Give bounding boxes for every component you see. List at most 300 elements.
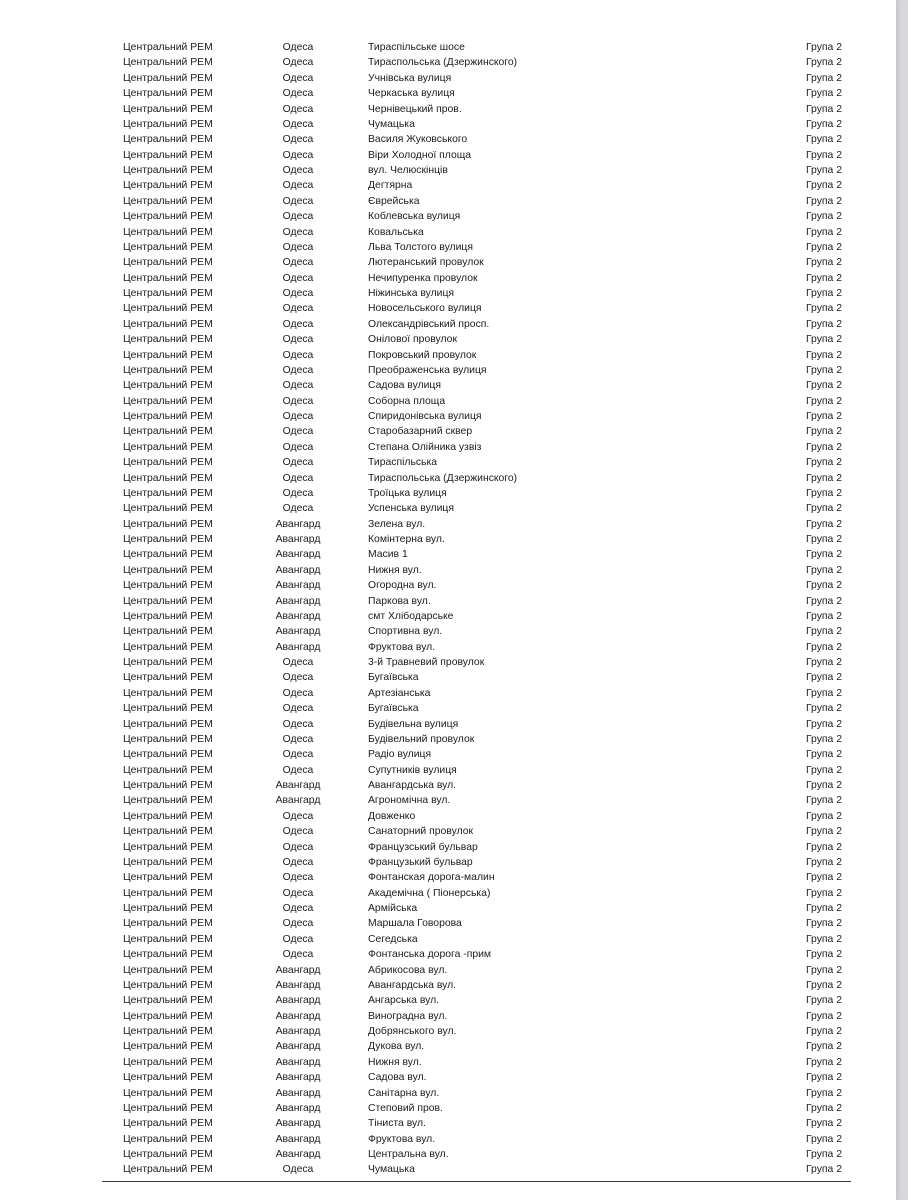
table-row	[0, 932, 896, 947]
group-cell: Група 2	[806, 703, 842, 715]
city-cell: Одеса	[282, 241, 314, 253]
group-cell: Група 2	[806, 426, 842, 438]
city-cell: Одеса	[282, 103, 314, 115]
rem-cell: Центральний РЕМ	[123, 380, 213, 392]
street-cell: Тираспольська (Дзержинского)	[368, 57, 518, 69]
rem-cell: Центральний РЕМ	[123, 288, 213, 299]
city-cell: Авангард	[275, 1102, 321, 1114]
rem-cell: Центральний РЕМ	[123, 1118, 213, 1130]
street-cell: Онілової провулок	[368, 334, 457, 346]
rem-cell: Центральний РЕМ	[123, 749, 213, 761]
city-cell: Одеса	[282, 334, 314, 346]
street-cell: Будівельний провулок	[368, 733, 475, 745]
table-row	[0, 594, 896, 609]
group-cell: Група 2	[806, 534, 842, 545]
city-cell: Одеса	[282, 42, 314, 53]
rem-cell: Центральний РЕМ	[123, 718, 213, 730]
street-cell: Дегтярна	[368, 180, 413, 192]
city-cell: Одеса	[282, 949, 314, 961]
group-cell: Група 2	[806, 518, 842, 530]
table-row	[0, 301, 896, 316]
table-row	[0, 670, 896, 685]
rem-cell: Центральний РЕМ	[123, 872, 213, 884]
table-row	[0, 348, 896, 363]
group-cell: Група 2	[806, 411, 842, 422]
rem-cell: Центральний РЕМ	[123, 318, 213, 330]
table-row	[0, 870, 896, 885]
city-cell: Одеса	[282, 933, 314, 945]
rem-cell: Центральний РЕМ	[123, 964, 213, 976]
city-cell: Авангард	[275, 964, 321, 976]
table-row	[0, 624, 896, 639]
rem-cell: Центральний РЕМ	[123, 426, 213, 438]
street-cell: Радіо вулиця	[368, 749, 432, 761]
city-cell: Одеса	[282, 195, 314, 207]
city-cell: Авангард	[275, 1133, 321, 1145]
city-cell: Авангард	[275, 795, 321, 807]
street-cell: Віри Холодної площа	[368, 149, 472, 161]
table-row	[0, 1147, 896, 1162]
table-row	[0, 1132, 896, 1147]
city-cell: Одеса	[282, 149, 314, 161]
table-row	[0, 901, 896, 916]
table-bottom-border	[102, 1181, 851, 1182]
rem-cell: Центральний РЕМ	[123, 1087, 213, 1099]
rem-cell: Центральний РЕМ	[123, 826, 213, 838]
table-row	[0, 148, 896, 163]
group-cell: Група 2	[806, 226, 842, 238]
group-cell: Група 2	[806, 641, 842, 653]
street-cell: Чернівецький пров.	[368, 103, 462, 115]
city-cell: Авангард	[275, 518, 321, 530]
city-cell: Одеса	[282, 503, 314, 515]
table-row	[0, 471, 896, 486]
rem-cell: Центральний РЕМ	[123, 272, 213, 284]
street-cell: Новосельського вулиця	[368, 303, 482, 315]
group-cell: Група 2	[806, 395, 842, 407]
group-cell: Група 2	[806, 1072, 842, 1084]
street-cell: Авангардська вул.	[368, 979, 457, 991]
group-cell: Група 2	[806, 1133, 842, 1145]
table-row	[0, 686, 896, 701]
city-cell: Одеса	[282, 211, 314, 223]
city-cell: Одеса	[282, 57, 314, 69]
city-cell: Одеса	[282, 180, 314, 192]
group-cell: Група 2	[806, 933, 842, 945]
street-cell: Чумацька	[368, 118, 415, 130]
rem-cell: Центральний РЕМ	[123, 949, 213, 961]
street-cell: Степовий пров.	[368, 1102, 443, 1114]
group-cell: Група 2	[806, 195, 842, 207]
rem-cell: Центральний РЕМ	[123, 441, 213, 453]
street-cell: Спортивна вул.	[368, 626, 443, 638]
rem-cell: Центральний РЕМ	[123, 149, 213, 161]
city-cell: Одеса	[282, 749, 314, 761]
rem-cell: Центральний РЕМ	[123, 534, 213, 545]
rem-cell: Центральний РЕМ	[123, 657, 213, 668]
street-cell: Лютеранський провулок	[368, 257, 484, 269]
table-row	[0, 455, 896, 470]
street-cell: вул. Челюскінців	[368, 165, 448, 176]
table-row	[0, 1024, 896, 1039]
rem-cell: Центральний РЕМ	[123, 1149, 213, 1160]
rem-cell: Центральний РЕМ	[123, 1041, 213, 1053]
city-cell: Одеса	[282, 841, 314, 853]
street-cell: Масив 1	[368, 549, 408, 561]
group-cell: Група 2	[806, 42, 842, 53]
city-cell: Авангард	[275, 1010, 321, 1022]
group-cell: Група 2	[806, 780, 842, 791]
rem-cell: Центральний РЕМ	[123, 626, 213, 638]
group-cell: Група 2	[806, 903, 842, 914]
city-cell: Авангард	[275, 1087, 321, 1099]
group-cell: Група 2	[806, 165, 842, 176]
table-row	[0, 209, 896, 224]
street-cell: Успенська вулиця	[368, 503, 454, 515]
street-cell: Бугаївська	[368, 703, 419, 715]
table-row	[0, 1116, 896, 1131]
table-row	[0, 978, 896, 993]
table-row	[0, 947, 896, 962]
city-cell: Одеса	[282, 457, 314, 469]
group-cell: Група 2	[806, 887, 842, 899]
table-row	[0, 747, 896, 762]
city-cell: Одеса	[282, 764, 314, 776]
group-cell: Група 2	[806, 503, 842, 515]
street-cell: Василя Жуковського	[368, 134, 468, 146]
street-cell: Довженко	[368, 810, 416, 822]
rem-cell: Центральний РЕМ	[123, 518, 213, 530]
street-cell: Французький бульвар	[368, 856, 473, 868]
group-cell: Група 2	[806, 1087, 842, 1099]
city-cell: Одеса	[282, 687, 314, 699]
group-cell: Група 2	[806, 580, 842, 592]
table-row	[0, 886, 896, 901]
street-cell: Фруктова вул.	[368, 641, 436, 653]
rem-cell: Центральний РЕМ	[123, 118, 213, 130]
city-cell: Авангард	[275, 1026, 321, 1037]
city-cell: Одеса	[282, 364, 314, 376]
group-cell: Група 2	[806, 380, 842, 392]
street-cell: Преображенська вулиця	[368, 364, 487, 376]
schedule-table	[0, 40, 896, 1178]
rem-cell: Центральний РЕМ	[123, 1102, 213, 1114]
street-cell: Старобазарний сквер	[368, 426, 473, 438]
table-row	[0, 778, 896, 793]
rem-cell: Центральний РЕМ	[123, 72, 213, 84]
city-cell: Одеса	[282, 226, 314, 238]
rem-cell: Центральний РЕМ	[123, 780, 213, 791]
city-cell: Авангард	[275, 580, 321, 592]
table-row	[0, 86, 896, 101]
group-cell: Група 2	[806, 610, 842, 622]
group-cell: Група 2	[806, 657, 842, 668]
group-cell: Група 2	[806, 1010, 842, 1022]
table-row	[0, 1009, 896, 1024]
street-cell: Єврейська	[368, 195, 420, 207]
rem-cell: Центральний РЕМ	[123, 595, 213, 607]
city-cell: Одеса	[282, 395, 314, 407]
group-cell: Група 2	[806, 134, 842, 146]
rem-cell: Центральний РЕМ	[123, 672, 213, 684]
city-cell: Одеса	[282, 657, 314, 668]
rem-cell: Центральний РЕМ	[123, 349, 213, 361]
group-cell: Група 2	[806, 211, 842, 223]
street-cell: Покровський провулок	[368, 349, 477, 361]
group-cell: Група 2	[806, 749, 842, 761]
city-cell: Одеса	[282, 134, 314, 146]
table-row	[0, 793, 896, 808]
rem-cell: Центральний РЕМ	[123, 810, 213, 822]
city-cell: Одеса	[282, 826, 314, 838]
street-cell: Санітарна вул.	[368, 1087, 440, 1099]
table-row	[0, 71, 896, 86]
street-cell: Виноградна вул.	[368, 1010, 448, 1022]
city-cell: Авангард	[275, 595, 321, 607]
city-cell: Авангард	[275, 564, 321, 576]
group-cell: Група 2	[806, 364, 842, 376]
table-row	[0, 855, 896, 870]
street-cell: Черкаська вулиця	[368, 88, 455, 100]
city-cell: Авангард	[275, 549, 321, 561]
rem-cell: Центральний РЕМ	[123, 733, 213, 745]
table-row	[0, 163, 896, 178]
group-cell: Група 2	[806, 1118, 842, 1130]
city-cell: Одеса	[282, 426, 314, 438]
street-cell: Соборна площа	[368, 395, 446, 407]
street-cell: Фонтанська дорога -прим	[368, 949, 492, 961]
street-cell: Ангарська вул.	[368, 995, 440, 1007]
table-row	[0, 424, 896, 439]
city-cell: Одеса	[282, 72, 314, 84]
group-cell: Група 2	[806, 88, 842, 100]
street-cell: Учнівська вулиця	[368, 72, 452, 84]
rem-cell: Центральний РЕМ	[123, 195, 213, 207]
group-cell: Група 2	[806, 872, 842, 884]
city-cell: Авангард	[275, 626, 321, 638]
group-cell: Група 2	[806, 672, 842, 684]
street-cell: Академічна ( Піонерська)	[368, 887, 491, 899]
table-row	[0, 1039, 896, 1054]
table-row	[0, 578, 896, 593]
table-row	[0, 517, 896, 532]
group-cell: Група 2	[806, 1056, 842, 1068]
city-cell: Одеса	[282, 1164, 314, 1176]
table-row	[0, 117, 896, 132]
rem-cell: Центральний РЕМ	[123, 903, 213, 914]
group-cell: Група 2	[806, 1026, 842, 1037]
street-cell: Огородна вул.	[368, 580, 437, 592]
table-row	[0, 55, 896, 70]
street-cell: Чумацька	[368, 1164, 415, 1176]
street-cell: Паркова вул.	[368, 595, 431, 607]
group-cell: Група 2	[806, 918, 842, 930]
table-row	[0, 1055, 896, 1070]
city-cell: Авангард	[275, 1041, 321, 1053]
rem-cell: Центральний РЕМ	[123, 687, 213, 699]
street-cell: Бугаївська	[368, 672, 419, 684]
street-cell: Дукова вул.	[368, 1041, 425, 1053]
city-cell: Одеса	[282, 872, 314, 884]
table-row	[0, 655, 896, 670]
group-cell: Група 2	[806, 1149, 842, 1160]
rem-cell: Центральний РЕМ	[123, 395, 213, 407]
table-row	[0, 40, 896, 55]
rem-cell: Центральний РЕМ	[123, 503, 213, 515]
table-row	[0, 486, 896, 501]
rem-cell: Центральний РЕМ	[123, 995, 213, 1007]
table-row	[0, 332, 896, 347]
street-cell: Олександрівський просп.	[368, 318, 490, 330]
rem-cell: Центральний РЕМ	[123, 88, 213, 100]
street-cell: Нечипуренка провулок	[368, 272, 478, 284]
street-cell: Зелена вул.	[368, 518, 426, 530]
street-cell: Центральна вул.	[368, 1149, 449, 1160]
street-cell: Садова вулиця	[368, 380, 442, 392]
table-row	[0, 532, 896, 547]
group-cell: Група 2	[806, 303, 842, 315]
table-row	[0, 609, 896, 624]
group-cell: Група 2	[806, 72, 842, 84]
group-cell: Група 2	[806, 795, 842, 807]
street-cell: Французський бульвар	[368, 841, 478, 853]
group-cell: Група 2	[806, 272, 842, 284]
city-cell: Одеса	[282, 918, 314, 930]
rem-cell: Центральний РЕМ	[123, 57, 213, 69]
group-cell: Група 2	[806, 257, 842, 269]
table-row	[0, 547, 896, 562]
group-cell: Група 2	[806, 964, 842, 976]
street-cell: Тираспільське шосе	[368, 42, 465, 53]
table-row	[0, 963, 896, 978]
city-cell: Авангард	[275, 641, 321, 653]
table-row	[0, 132, 896, 147]
city-cell: Одеса	[282, 288, 314, 299]
table-row	[0, 178, 896, 193]
street-cell: Льва Толстого вулиця	[368, 241, 473, 253]
group-cell: Група 2	[806, 103, 842, 115]
city-cell: Авангард	[275, 1056, 321, 1068]
group-cell: Група 2	[806, 487, 842, 499]
street-cell: Абрикосова вул.	[368, 964, 448, 976]
city-cell: Авангард	[275, 1072, 321, 1084]
rem-cell: Центральний РЕМ	[123, 841, 213, 853]
city-cell: Авангард	[275, 1149, 321, 1160]
rem-cell: Центральний РЕМ	[123, 457, 213, 469]
group-cell: Група 2	[806, 349, 842, 361]
street-cell: Будівельна вулиця	[368, 718, 459, 730]
group-cell: Група 2	[806, 564, 842, 576]
group-cell: Група 2	[806, 718, 842, 730]
rem-cell: Центральний РЕМ	[123, 42, 213, 53]
rem-cell: Центральний РЕМ	[123, 1026, 213, 1037]
table-row	[0, 317, 896, 332]
table-row	[0, 102, 896, 117]
street-cell: Фруктова вул.	[368, 1133, 436, 1145]
rem-cell: Центральний РЕМ	[123, 764, 213, 776]
rem-cell: Центральний РЕМ	[123, 564, 213, 576]
city-cell: Одеса	[282, 349, 314, 361]
city-cell: Авангард	[275, 1118, 321, 1130]
group-cell: Група 2	[806, 457, 842, 469]
table-row	[0, 1086, 896, 1101]
street-cell: Маршала Говорова	[368, 918, 462, 930]
city-cell: Одеса	[282, 380, 314, 392]
street-cell: Тираспільська	[368, 457, 438, 469]
group-cell: Група 2	[806, 472, 842, 484]
city-cell: Одеса	[282, 733, 314, 745]
city-cell: Одеса	[282, 856, 314, 868]
street-cell: Фонтанская дорога-малин	[368, 872, 495, 884]
street-cell: Добрянського вул.	[368, 1026, 457, 1037]
street-cell: Агрономічна вул.	[368, 795, 451, 807]
city-cell: Одеса	[282, 318, 314, 330]
table-row	[0, 701, 896, 716]
street-cell: Ніжинська вулиця	[368, 288, 455, 299]
street-cell: Коблевська вулиця	[368, 211, 461, 223]
city-cell: Одеса	[282, 903, 314, 914]
group-cell: Група 2	[806, 118, 842, 130]
rem-cell: Центральний РЕМ	[123, 979, 213, 991]
rem-cell: Центральний РЕМ	[123, 933, 213, 945]
street-cell: смт Хлібодарське	[368, 610, 454, 622]
group-cell: Група 2	[806, 441, 842, 453]
street-cell: Спиридонівська вулиця	[368, 411, 482, 422]
city-cell: Одеса	[282, 672, 314, 684]
rem-cell: Центральний РЕМ	[123, 856, 213, 868]
group-cell: Група 2	[806, 841, 842, 853]
street-cell: Сегедська	[368, 933, 418, 945]
rem-cell: Центральний РЕМ	[123, 487, 213, 499]
rem-cell: Центральний РЕМ	[123, 411, 213, 422]
table-row	[0, 194, 896, 209]
table-row	[0, 1162, 896, 1177]
rem-cell: Центральний РЕМ	[123, 1056, 213, 1068]
street-cell: Тираспольська (Дзержинского)	[368, 472, 518, 484]
table-row	[0, 1070, 896, 1085]
street-cell: Артезіанська	[368, 687, 431, 699]
table-row	[0, 824, 896, 839]
city-cell: Авангард	[275, 780, 321, 791]
rem-cell: Центральний РЕМ	[123, 795, 213, 807]
rem-cell: Центральний РЕМ	[123, 1010, 213, 1022]
street-cell: Супутників вулиця	[368, 764, 457, 776]
city-cell: Одеса	[282, 118, 314, 130]
group-cell: Група 2	[806, 149, 842, 161]
group-cell: Група 2	[806, 595, 842, 607]
group-cell: Група 2	[806, 1102, 842, 1114]
group-cell: Група 2	[806, 241, 842, 253]
city-cell: Одеса	[282, 810, 314, 822]
street-cell: Троїцька вулиця	[368, 487, 447, 499]
table-row	[0, 363, 896, 378]
city-cell: Одеса	[282, 165, 314, 176]
table-row	[0, 240, 896, 255]
rem-cell: Центральний РЕМ	[123, 1164, 213, 1176]
table-row	[0, 563, 896, 578]
group-cell: Група 2	[806, 334, 842, 346]
city-cell: Одеса	[282, 411, 314, 422]
group-cell: Група 2	[806, 979, 842, 991]
city-cell: Авангард	[275, 995, 321, 1007]
table-row	[0, 378, 896, 393]
group-cell: Група 2	[806, 856, 842, 868]
table-row	[0, 763, 896, 778]
rem-cell: Центральний РЕМ	[123, 580, 213, 592]
table-row	[0, 916, 896, 931]
table-row	[0, 255, 896, 270]
city-cell: Одеса	[282, 703, 314, 715]
